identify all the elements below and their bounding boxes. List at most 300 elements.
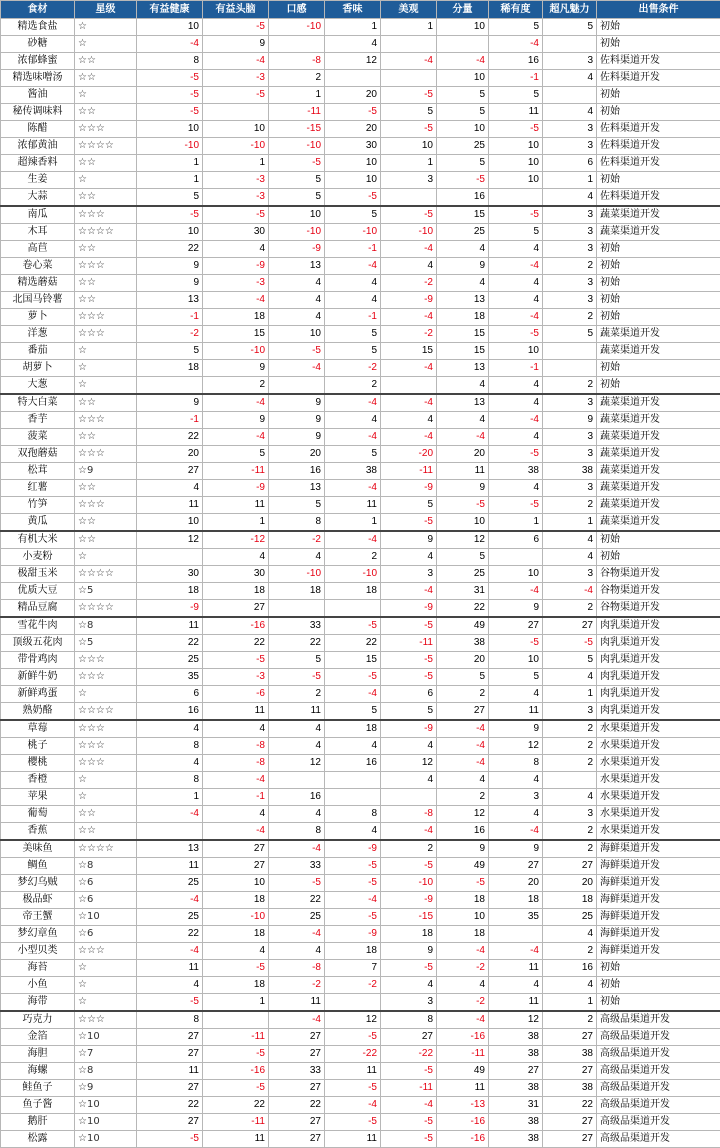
sale-condition: 海鲜渠道开发 bbox=[597, 840, 720, 858]
rarity-value: -5 bbox=[489, 497, 543, 514]
health-value: 22 bbox=[137, 926, 203, 943]
charm-value: 3 bbox=[543, 446, 597, 463]
health-value: 27 bbox=[137, 1080, 203, 1097]
charm-value bbox=[543, 87, 597, 104]
aroma-value: 10 bbox=[325, 155, 381, 172]
table-row bbox=[1, 617, 720, 635]
table-row bbox=[1, 840, 720, 858]
aroma-value: 2 bbox=[325, 377, 381, 395]
sale-condition: 肉乳渠道开发 bbox=[597, 669, 720, 686]
star-level: ☆7 bbox=[75, 1046, 137, 1063]
texture-value: 33 bbox=[269, 1063, 325, 1080]
portion-value: 4 bbox=[437, 275, 489, 292]
rarity-value: 5 bbox=[489, 19, 543, 36]
portion-value: -4 bbox=[437, 53, 489, 70]
brain-value: 4 bbox=[203, 943, 269, 960]
star-level: ☆☆ bbox=[75, 394, 137, 412]
health-value: -5 bbox=[137, 104, 203, 121]
rarity-value: 9 bbox=[489, 720, 543, 738]
aroma-value: 8 bbox=[325, 806, 381, 823]
charm-value: 2 bbox=[543, 840, 597, 858]
brain-value: -5 bbox=[203, 1080, 269, 1097]
charm-value: 3 bbox=[543, 566, 597, 583]
ingredient-name: 浓郁黄油 bbox=[1, 138, 75, 155]
portion-value: -16 bbox=[437, 1114, 489, 1131]
ingredient-name: 梦幻乌贼 bbox=[1, 875, 75, 892]
ingredient-name: 带骨鸡肉 bbox=[1, 652, 75, 669]
appearance-value: 8 bbox=[381, 1011, 437, 1029]
table-row bbox=[1, 531, 720, 549]
ingredient-name: 金箔 bbox=[1, 1029, 75, 1046]
brain-value: -10 bbox=[203, 138, 269, 155]
brain-value: -10 bbox=[203, 343, 269, 360]
appearance-value: -20 bbox=[381, 446, 437, 463]
star-level: ☆☆ bbox=[75, 241, 137, 258]
star-level: ☆☆☆ bbox=[75, 326, 137, 343]
header-ingredient: 食材 bbox=[1, 1, 75, 19]
texture-value: -9 bbox=[269, 241, 325, 258]
ingredient-name: 番茄 bbox=[1, 343, 75, 360]
rarity-value: -4 bbox=[489, 412, 543, 429]
aroma-value: 4 bbox=[325, 36, 381, 53]
brain-value: -4 bbox=[203, 429, 269, 446]
health-value: 12 bbox=[137, 531, 203, 549]
sale-condition: 谷物渠道开发 bbox=[597, 583, 720, 600]
sale-condition: 海鲜渠道开发 bbox=[597, 926, 720, 943]
portion-value: 10 bbox=[437, 19, 489, 36]
brain-value: -11 bbox=[203, 1114, 269, 1131]
texture-value: 10 bbox=[269, 206, 325, 224]
star-level: ☆☆☆ bbox=[75, 720, 137, 738]
brain-value: -4 bbox=[203, 772, 269, 789]
health-value bbox=[137, 377, 203, 395]
health-value: 35 bbox=[137, 669, 203, 686]
star-level: ☆8 bbox=[75, 1063, 137, 1080]
header-aroma: 香味 bbox=[325, 1, 381, 19]
aroma-value: 4 bbox=[325, 412, 381, 429]
brain-value: 27 bbox=[203, 840, 269, 858]
sale-condition: 肉乳渠道开发 bbox=[597, 617, 720, 635]
brain-value: 18 bbox=[203, 926, 269, 943]
rarity-value: 27 bbox=[489, 617, 543, 635]
texture-value: 27 bbox=[269, 1080, 325, 1097]
brain-value: -4 bbox=[203, 53, 269, 70]
rarity-value: -5 bbox=[489, 635, 543, 652]
star-level: ☆9 bbox=[75, 463, 137, 480]
appearance-value: -9 bbox=[381, 292, 437, 309]
health-value: -2 bbox=[137, 326, 203, 343]
sale-condition: 初始 bbox=[597, 19, 720, 36]
brain-value: -1 bbox=[203, 789, 269, 806]
sale-condition: 海鲜渠道开发 bbox=[597, 892, 720, 909]
texture-value: 11 bbox=[269, 703, 325, 721]
aroma-value: -4 bbox=[325, 429, 381, 446]
appearance-value: -5 bbox=[381, 669, 437, 686]
ingredient-name: 黄瓜 bbox=[1, 514, 75, 532]
brain-value: 4 bbox=[203, 806, 269, 823]
sale-condition: 初始 bbox=[597, 275, 720, 292]
ingredient-name: 松露 bbox=[1, 1131, 75, 1148]
texture-value: 16 bbox=[269, 463, 325, 480]
table-row bbox=[1, 155, 720, 172]
appearance-value: 10 bbox=[381, 138, 437, 155]
portion-value: 10 bbox=[437, 514, 489, 532]
sale-condition: 初始 bbox=[597, 104, 720, 121]
rarity-value: -5 bbox=[489, 326, 543, 343]
texture-value: 5 bbox=[269, 652, 325, 669]
brain-value: -16 bbox=[203, 617, 269, 635]
brain-value: 22 bbox=[203, 635, 269, 652]
ingredient-name: 精品豆腐 bbox=[1, 600, 75, 618]
ingredient-name: 帝王蟹 bbox=[1, 909, 75, 926]
aroma-value: 1 bbox=[325, 19, 381, 36]
portion-value: 25 bbox=[437, 138, 489, 155]
star-level: ☆6 bbox=[75, 926, 137, 943]
brain-value: -9 bbox=[203, 480, 269, 497]
star-level: ☆ bbox=[75, 549, 137, 566]
table-row bbox=[1, 703, 720, 721]
star-level: ☆☆☆ bbox=[75, 309, 137, 326]
aroma-value bbox=[325, 70, 381, 87]
health-value: 22 bbox=[137, 635, 203, 652]
portion-value: 13 bbox=[437, 360, 489, 377]
star-level: ☆☆☆ bbox=[75, 412, 137, 429]
appearance-value: 4 bbox=[381, 412, 437, 429]
aroma-value: 12 bbox=[325, 1011, 381, 1029]
table-row bbox=[1, 994, 720, 1012]
ingredient-name: 新鲜牛奶 bbox=[1, 669, 75, 686]
charm-value: 3 bbox=[543, 292, 597, 309]
portion-value: 18 bbox=[437, 892, 489, 909]
rarity-value: 4 bbox=[489, 480, 543, 497]
rarity-value: 11 bbox=[489, 703, 543, 721]
aroma-value: 4 bbox=[325, 823, 381, 841]
rarity-value: 9 bbox=[489, 600, 543, 618]
appearance-value: 1 bbox=[381, 19, 437, 36]
aroma-value: -4 bbox=[325, 892, 381, 909]
texture-value: 4 bbox=[269, 275, 325, 292]
brain-value: -4 bbox=[203, 292, 269, 309]
star-level: ☆☆☆ bbox=[75, 258, 137, 275]
sale-condition: 高级品渠道开发 bbox=[597, 1063, 720, 1080]
portion-value: 20 bbox=[437, 446, 489, 463]
ingredient-name: 海苔 bbox=[1, 960, 75, 977]
charm-value: 38 bbox=[543, 1080, 597, 1097]
rarity-value: 3 bbox=[489, 789, 543, 806]
brain-value: -4 bbox=[203, 394, 269, 412]
rarity-value: 38 bbox=[489, 1046, 543, 1063]
star-level: ☆8 bbox=[75, 617, 137, 635]
ingredient-name: 卷心菜 bbox=[1, 258, 75, 275]
brain-value: -3 bbox=[203, 172, 269, 189]
table-row bbox=[1, 720, 720, 738]
texture-value: -4 bbox=[269, 840, 325, 858]
rarity-value: 31 bbox=[489, 1097, 543, 1114]
health-value: 11 bbox=[137, 1063, 203, 1080]
brain-value: 4 bbox=[203, 241, 269, 258]
charm-value: 27 bbox=[543, 858, 597, 875]
star-level: ☆☆☆☆ bbox=[75, 138, 137, 155]
star-level: ☆☆ bbox=[75, 531, 137, 549]
rarity-value: 8 bbox=[489, 755, 543, 772]
sale-condition: 海鲜渠道开发 bbox=[597, 909, 720, 926]
brain-value: -4 bbox=[203, 823, 269, 841]
health-value: -5 bbox=[137, 70, 203, 87]
table-row bbox=[1, 412, 720, 429]
rarity-value: 38 bbox=[489, 1080, 543, 1097]
sale-condition: 初始 bbox=[597, 258, 720, 275]
health-value: 11 bbox=[137, 497, 203, 514]
rarity-value: -4 bbox=[489, 583, 543, 600]
health-value bbox=[137, 549, 203, 566]
texture-value: 4 bbox=[269, 720, 325, 738]
portion-value: -4 bbox=[437, 755, 489, 772]
portion-value: 13 bbox=[437, 394, 489, 412]
table-row bbox=[1, 206, 720, 224]
charm-value: 27 bbox=[543, 1063, 597, 1080]
portion-value: 10 bbox=[437, 909, 489, 926]
appearance-value: -4 bbox=[381, 429, 437, 446]
sale-condition: 佐料渠道开发 bbox=[597, 53, 720, 70]
ingredient-name: 特大白菜 bbox=[1, 394, 75, 412]
brain-value: -5 bbox=[203, 960, 269, 977]
health-value: 9 bbox=[137, 394, 203, 412]
portion-value: 4 bbox=[437, 977, 489, 994]
aroma-value: 12 bbox=[325, 53, 381, 70]
rarity-value: 4 bbox=[489, 377, 543, 395]
sale-condition: 蔬菜渠道开发 bbox=[597, 394, 720, 412]
health-value: 11 bbox=[137, 617, 203, 635]
charm-value: 38 bbox=[543, 463, 597, 480]
appearance-value: -5 bbox=[381, 858, 437, 875]
brain-value bbox=[203, 1011, 269, 1029]
table-row bbox=[1, 806, 720, 823]
appearance-value: -2 bbox=[381, 326, 437, 343]
header-star-level: 星级 bbox=[75, 1, 137, 19]
sale-condition: 高级品渠道开发 bbox=[597, 1114, 720, 1131]
ingredient-name: 超辣香料 bbox=[1, 155, 75, 172]
portion-value: 5 bbox=[437, 104, 489, 121]
aroma-value: 15 bbox=[325, 652, 381, 669]
aroma-value: -1 bbox=[325, 241, 381, 258]
appearance-value: -4 bbox=[381, 241, 437, 258]
aroma-value: 1 bbox=[325, 514, 381, 532]
rarity-value: -5 bbox=[489, 446, 543, 463]
table-row bbox=[1, 549, 720, 566]
portion-value: 18 bbox=[437, 309, 489, 326]
table-row bbox=[1, 755, 720, 772]
star-level: ☆☆☆ bbox=[75, 497, 137, 514]
brain-value: -3 bbox=[203, 70, 269, 87]
portion-value: 27 bbox=[437, 703, 489, 721]
ingredient-name: 南瓜 bbox=[1, 206, 75, 224]
health-value: 5 bbox=[137, 343, 203, 360]
health-value: 25 bbox=[137, 652, 203, 669]
ingredient-name: 大蒜 bbox=[1, 189, 75, 207]
ingredient-name: 竹笋 bbox=[1, 497, 75, 514]
table-row bbox=[1, 104, 720, 121]
sale-condition: 初始 bbox=[597, 87, 720, 104]
table-row bbox=[1, 292, 720, 309]
header-texture: 口感 bbox=[269, 1, 325, 19]
table-row bbox=[1, 1080, 720, 1097]
appearance-value: -4 bbox=[381, 394, 437, 412]
charm-value: 2 bbox=[543, 309, 597, 326]
brain-value: 11 bbox=[203, 1131, 269, 1148]
ingredient-name: 鲑鱼子 bbox=[1, 1080, 75, 1097]
appearance-value: -9 bbox=[381, 600, 437, 618]
charm-value: 4 bbox=[543, 669, 597, 686]
texture-value: -4 bbox=[269, 926, 325, 943]
texture-value: -5 bbox=[269, 343, 325, 360]
health-value: 22 bbox=[137, 429, 203, 446]
header-sale-condition: 出售条件 bbox=[597, 1, 720, 19]
table-row bbox=[1, 1011, 720, 1029]
star-level: ☆☆ bbox=[75, 806, 137, 823]
sale-condition: 高级品渠道开发 bbox=[597, 1080, 720, 1097]
texture-value: -15 bbox=[269, 121, 325, 138]
charm-value: -5 bbox=[543, 635, 597, 652]
appearance-value bbox=[381, 189, 437, 207]
charm-value: 1 bbox=[543, 686, 597, 703]
charm-value: 3 bbox=[543, 806, 597, 823]
table-row bbox=[1, 224, 720, 241]
portion-value: 25 bbox=[437, 566, 489, 583]
star-level: ☆☆☆ bbox=[75, 1011, 137, 1029]
brain-value: 18 bbox=[203, 309, 269, 326]
health-value: 27 bbox=[137, 1114, 203, 1131]
table-row bbox=[1, 309, 720, 326]
ingredient-name: 双孢蘑菇 bbox=[1, 446, 75, 463]
aroma-value: -5 bbox=[325, 858, 381, 875]
rarity-value bbox=[489, 189, 543, 207]
texture-value: -5 bbox=[269, 875, 325, 892]
table-row bbox=[1, 189, 720, 207]
appearance-value: 27 bbox=[381, 1029, 437, 1046]
ingredient-name: 桃子 bbox=[1, 738, 75, 755]
charm-value: 2 bbox=[543, 738, 597, 755]
health-value: 1 bbox=[137, 155, 203, 172]
portion-value: -4 bbox=[437, 738, 489, 755]
star-level: ☆☆ bbox=[75, 70, 137, 87]
rarity-value: 10 bbox=[489, 566, 543, 583]
charm-value: 2 bbox=[543, 1011, 597, 1029]
texture-value bbox=[269, 772, 325, 789]
portion-value: 2 bbox=[437, 789, 489, 806]
ingredient-name: 巧克力 bbox=[1, 1011, 75, 1029]
rarity-value: 4 bbox=[489, 292, 543, 309]
brain-value bbox=[203, 104, 269, 121]
ingredient-name: 红薯 bbox=[1, 480, 75, 497]
rarity-value: 38 bbox=[489, 1114, 543, 1131]
aroma-value bbox=[325, 600, 381, 618]
appearance-value: 6 bbox=[381, 686, 437, 703]
charm-value: 2 bbox=[543, 755, 597, 772]
texture-value bbox=[269, 377, 325, 395]
charm-value: -4 bbox=[543, 583, 597, 600]
appearance-value: 9 bbox=[381, 943, 437, 960]
brain-value: -5 bbox=[203, 206, 269, 224]
portion-value: 5 bbox=[437, 155, 489, 172]
sale-condition: 水果渠道开发 bbox=[597, 823, 720, 841]
table-row bbox=[1, 53, 720, 70]
texture-value: 2 bbox=[269, 686, 325, 703]
portion-value: -16 bbox=[437, 1029, 489, 1046]
rarity-value: -1 bbox=[489, 360, 543, 377]
appearance-value: 5 bbox=[381, 497, 437, 514]
brain-value: -11 bbox=[203, 1029, 269, 1046]
ingredient-name: 陈醋 bbox=[1, 121, 75, 138]
sale-condition: 水果渠道开发 bbox=[597, 789, 720, 806]
ingredient-name: 高苣 bbox=[1, 241, 75, 258]
portion-value: -4 bbox=[437, 720, 489, 738]
sale-condition: 初始 bbox=[597, 960, 720, 977]
header-row bbox=[1, 1, 720, 19]
header-health: 有益健康 bbox=[137, 1, 203, 19]
charm-value bbox=[543, 36, 597, 53]
star-level: ☆ bbox=[75, 977, 137, 994]
portion-value: 12 bbox=[437, 531, 489, 549]
aroma-value: -4 bbox=[325, 258, 381, 275]
star-level: ☆10 bbox=[75, 1114, 137, 1131]
table-row bbox=[1, 275, 720, 292]
rarity-value: 10 bbox=[489, 138, 543, 155]
aroma-value: 5 bbox=[325, 343, 381, 360]
brain-value: 22 bbox=[203, 1097, 269, 1114]
table-row bbox=[1, 977, 720, 994]
texture-value: 9 bbox=[269, 429, 325, 446]
aroma-value: -5 bbox=[325, 1080, 381, 1097]
texture-value: 22 bbox=[269, 892, 325, 909]
portion-value: -13 bbox=[437, 1097, 489, 1114]
health-value: 18 bbox=[137, 583, 203, 600]
ingredient-name: 顶级五花肉 bbox=[1, 635, 75, 652]
sale-condition: 肉乳渠道开发 bbox=[597, 652, 720, 669]
health-value: -1 bbox=[137, 309, 203, 326]
charm-value: 4 bbox=[543, 789, 597, 806]
appearance-value: 4 bbox=[381, 772, 437, 789]
ingredient-name: 木耳 bbox=[1, 224, 75, 241]
star-level: ☆10 bbox=[75, 1097, 137, 1114]
appearance-value: -4 bbox=[381, 309, 437, 326]
charm-value: 22 bbox=[543, 1097, 597, 1114]
table-row bbox=[1, 326, 720, 343]
texture-value: -8 bbox=[269, 960, 325, 977]
table-row bbox=[1, 463, 720, 480]
charm-value: 4 bbox=[543, 70, 597, 87]
health-value: -5 bbox=[137, 206, 203, 224]
aroma-value bbox=[325, 994, 381, 1012]
header-portion: 分量 bbox=[437, 1, 489, 19]
star-level: ☆6 bbox=[75, 892, 137, 909]
health-value: -5 bbox=[137, 994, 203, 1012]
sale-condition: 蔬菜渠道开发 bbox=[597, 412, 720, 429]
table-row bbox=[1, 70, 720, 87]
appearance-value: -11 bbox=[381, 635, 437, 652]
rarity-value: 38 bbox=[489, 1131, 543, 1148]
aroma-value bbox=[325, 772, 381, 789]
aroma-value: 7 bbox=[325, 960, 381, 977]
health-value: -4 bbox=[137, 943, 203, 960]
portion-value: 11 bbox=[437, 1080, 489, 1097]
appearance-value: 2 bbox=[381, 840, 437, 858]
aroma-value: -4 bbox=[325, 686, 381, 703]
health-value: 5 bbox=[137, 189, 203, 207]
health-value: 9 bbox=[137, 258, 203, 275]
charm-value: 3 bbox=[543, 394, 597, 412]
table-row bbox=[1, 686, 720, 703]
health-value: 18 bbox=[137, 360, 203, 377]
